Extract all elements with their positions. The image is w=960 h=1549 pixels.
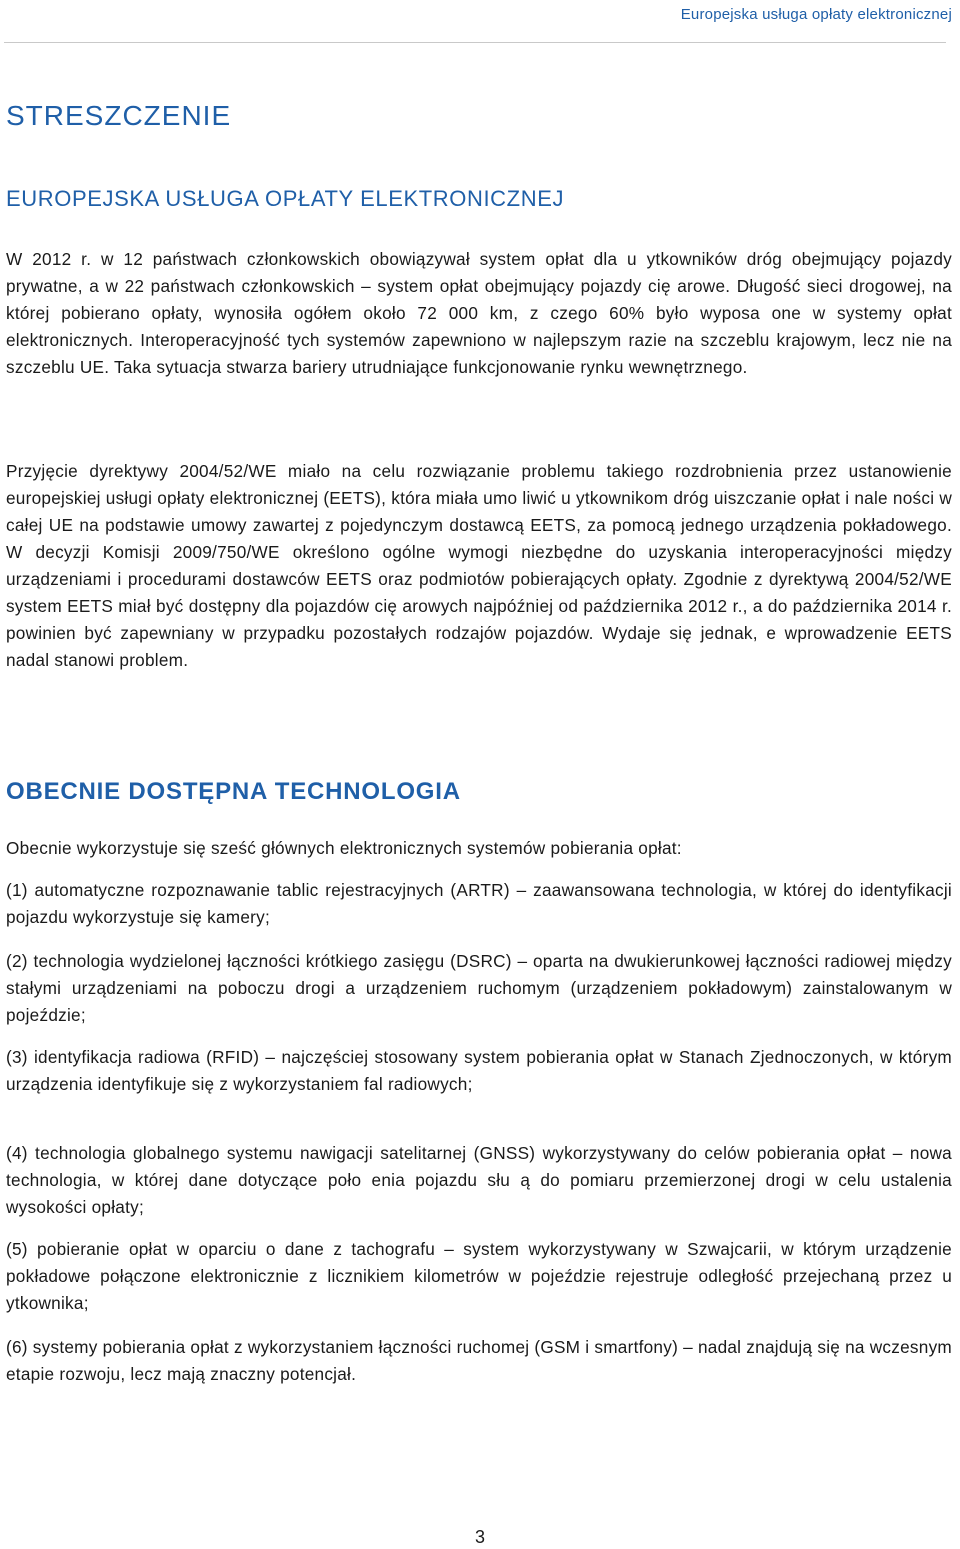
paragraph-intro: W 2012 r. w 12 państwach członkowskich obowiązywał system opłat dla u ytkowników dróg obejmujący pojazdy prywatne, a w 22 państwach członkowskich – system opłat obejmujący pojazdy cię arowe. Długość sieci drogowej, na której pobierano opłaty, wynosiła ogółem około 72 000 km, z czego 60% było wyposa one w systemy opłat elektronicznych. Interoperacyjność tych systemów zapewniono w najlepszym razie na szczeblu krajowym, lecz nie na szczeblu UE. Taka sytuacja stwarza bariery utrudniające funkcjonowanie rynku wewnętrznego. bbox=[6, 249, 952, 377]
page-title: STRESZCZENIE bbox=[6, 100, 232, 131]
list-item-rfid: (3) identyfikacja radiowa (RFID) – najczęściej stosowany system pobierania opłat w Stanach Zjednoczonych, w którym urządzenia identyfikuje się z wykorzystaniem fal radiowych; bbox=[6, 1047, 952, 1094]
list-item-mobile: (6) systemy pobierania opłat z wykorzystaniem łączności ruchomej (GSM i smartfony) – nadal znajdują się na wczesnym etapie rozwoju, lecz mają znaczny potencjał. bbox=[6, 1337, 952, 1384]
list-item-dsrc: (2) technologia wydzielonej łączności krótkiego zasięgu (DSRC) – oparta na dwukierunkowej łączności radiowej między stałymi urządzeniami na poboczu drogi a urządzeniem ruchomym (urządzeniem pokładowym) zainstalowanym w pojeździe; bbox=[6, 951, 952, 1025]
page-number: 3 bbox=[474, 1527, 485, 1547]
section-heading-technology: OBECNIE DOSTĘPNA TECHNOLOGIA bbox=[6, 778, 461, 805]
header-divider bbox=[4, 42, 946, 43]
section-heading-eets: EUROPEJSKA USŁUGA OPŁATY ELEKTRONICZNEJ bbox=[6, 186, 565, 211]
list-item-artr: (1) automatyczne rozpoznawanie tablic rejestracyjnych (ARTR) – zaawansowana technologia, w której do identyfikacji pojazdu wykorzystuje się kamery; bbox=[6, 880, 952, 927]
paragraph-technology-intro: Obecnie wykorzystuje się sześć głównych elektronicznych systemów pobierania opłat: bbox=[6, 838, 682, 858]
list-item-tachograph: (5) pobieranie opłat w oparciu o dane z tachografu – system wykorzystywany w Szwajcarii, w którym urządzenie pokładowe połączone elektronicznie z licznikiem kilometrów w pojeździe rejestruje odległość przejechaną przez u ytkownika; bbox=[6, 1239, 952, 1313]
paragraph-directive: Przyjęcie dyrektywy 2004/52/WE miało na celu rozwiązanie problemu takiego rozdrobnienia przez ustanowienie europejskiej usługi opłaty elektronicznej (EETS), która miała umo liwić u ytkownikom dróg uiszczanie opłat i nale ności w całej UE na podstawie umowy zawartej z pojedynczym dostawcą EETS, za pomocą jednego urządzenia pokładowego. W decyzji Komisji 2009/750/WE określono ogólne wymogi niezbędne do uzyskania interoperacyjności między urządzeniami i procedurami dostawców EETS oraz podmiotów pobierających opłaty. Zgodnie z dyrektywą 2004/52/WE system EETS miał być dostępny dla pojazdów cię arowych najpóźniej od października 2012 r., a do października 2014 r. powinien być zapewniany w przypadku pozostałych rodzajów pojazdów. Wydaje się jednak, e wprowadzenie EETS nadal stanowi problem. bbox=[6, 461, 952, 670]
list-item-gnss: (4) technologia globalnego systemu nawigacji satelitarnej (GNSS) wykorzystywany do celów pobierania opłat – nowa technologia, w której dane dotyczące poło enia pojazdu słu ą do pomiaru przemierzonej drogi w celu ustalenia wysokości opłaty; bbox=[6, 1143, 952, 1217]
running-header: Europejska usługa opłaty elektronicznej bbox=[680, 6, 952, 23]
